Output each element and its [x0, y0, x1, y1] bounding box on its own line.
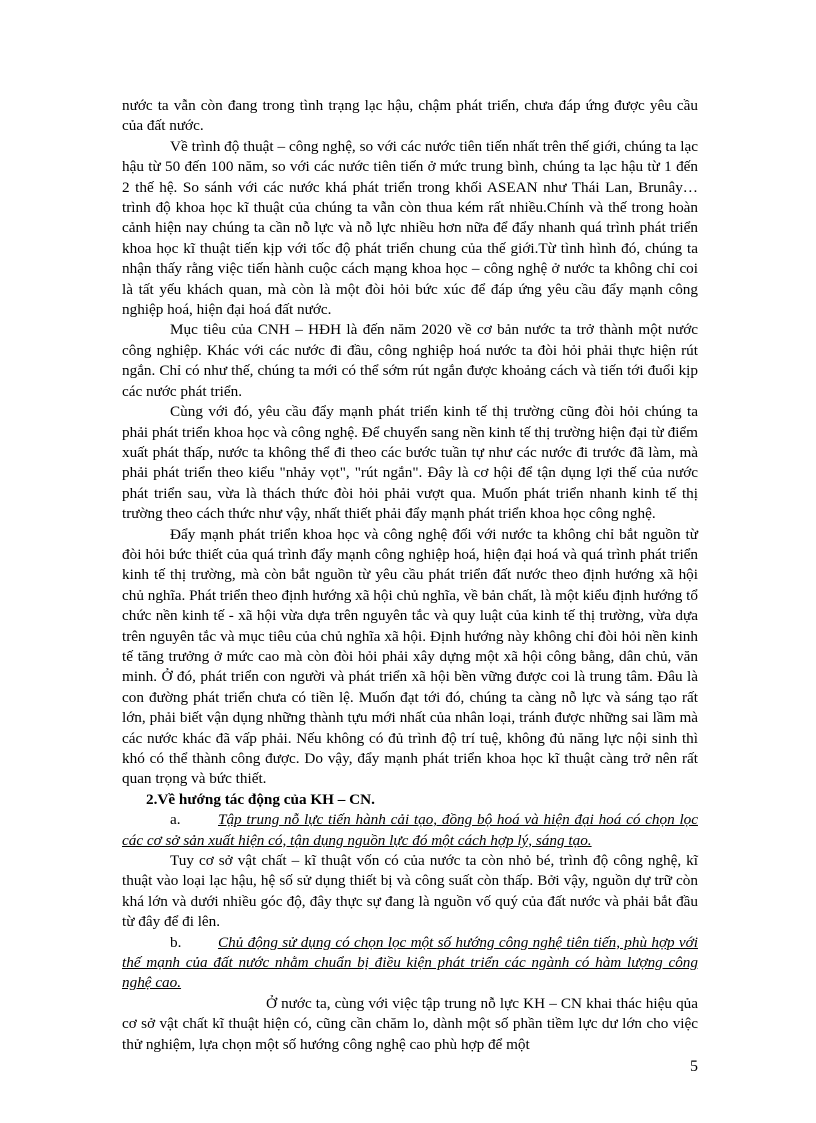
paragraph-4: Cùng với đó, yêu cầu đẩy mạnh phát triển kinh tế thị trường cũng đòi hỏi chúng ta phải phát triển khoa học và công nghệ. Để chuyển sang nền kinh tế thị trường hiện đại từ điểm xuất phát thấp, nước ta không thể đi theo các bước tuần tự như các nước đi trước đã làm, mà phải phát triển theo kiểu "nhảy vọt", "rút ngắn". Đây là cơ hội để tận dụng lợi thế của nước phát triển sau, vừa là thách thức đòi hỏi phải vượt qua. Muốn phát triển nhanh kinh tế thị trường theo cách thức như vậy, nhất thiết phải đẩy mạnh phát triển khoa học công nghệ. [122, 403, 698, 523]
list-item-b-text: Chủ động sử dụng có chọn lọc một số hướng công nghệ tiên tiến, phù hợp với thế mạnh của đất nước nhằm chuẩn bị điều kiện phát triển các ngành có hàm lượng công nghệ cao. [122, 933, 698, 992]
list-item-b-label: b. [170, 933, 182, 951]
list-item-b [122, 933, 698, 994]
section-heading: 2.Về hướng tác động của KH – CN. [146, 790, 375, 808]
document-body [122, 96, 698, 1055]
paragraph-1: nước ta vẫn còn đang trong tình trạng lạc hậu, chậm phát triển, chưa đáp ứng được yêu cầu của đất nước. [122, 97, 698, 135]
list-item-a-label: a. [170, 811, 181, 829]
list-item-a-text: Tập trung nỗ lực tiến hành cải tạo, đồng bộ hoá và hiện đại hoá có chọn lọc các cơ sở sản xuất hiện có, tận dụng nguồn lực đó một cách hợp lý, sáng tạo. [122, 811, 698, 849]
paragraph-2: Về trình độ thuật – công nghệ, so với các nước tiên tiến nhất trên thế giới, chúng ta lạc hậu từ 50 đến 100 năm, so với các nước tiên tiến ở mức trung bình, chúng ta lạc hậu từ 1 đến 2 thế hệ. So sánh với các nước khá phát triển trong khối ASEAN như Thái Lan, Brunây… trình độ khoa học kĩ thuật của chúng ta vẫn còn thua kém rất nhiều.Chính và thế trong hoàn cảnh hiện nay chúng ta cần nỗ lực và nỗ lực nhiều hơn nữa để đẩy nhanh quá trình phát triển khoa học kĩ thuật tiến kịp với tốc độ phát triển chung của thế giới.Từ tình hình đó, chúng ta nhận thấy rằng việc tiến hành cuộc cách mạng khoa học – công nghệ ở nước ta không chỉ coi là tất yếu khách quan, mà còn là một đòi hỏi bức xúc để đáp ứng yêu cầu đẩy mạnh công nghiệp hoá, hiện đại hoá đất nước. [122, 137, 698, 319]
paragraph-6: Tuy cơ sở vật chất – kĩ thuật vốn có của nước ta còn nhỏ bé, trình độ công nghệ, kĩ thuật vào loại lạc hậu, hệ số sử dụng thiết bị và công suất còn thấp. Bởi vậy, nguồn dự trữ còn khá lớn và dưới nhiều góc độ, đây thực sự đang là nguồn vố quý của đất nước và phải bắt đầu từ đây để đi lên. [122, 852, 698, 931]
paragraph-5: Đẩy mạnh phát triển khoa học và công nghệ đối với nước ta không chỉ bắt nguồn từ đòi hỏi bức thiết của quá trình đẩy mạnh công nghiệp hoá, hiện đại hoá và quá trình phát triển kinh tế thị trường, mà còn bắt nguồn từ yêu cầu phát triển đất nước theo định hướng xã hội chủ nghĩa. Phát triển theo định hướng xã hội chủ nghĩa, về bản chất, là một kiểu định hướng tổ chức nền kinh tế - xã hội vừa dựa trên nguyên tắc và quy luật của kinh tế thị trường, vừa dựa trên nguyên tắc và mục tiêu của chủ nghĩa xã hội. Định hướng này không chỉ đòi hỏi nền kinh tế tăng trưởng ở mức cao mà còn đòi hỏi phải xây dựng một xã hội công bằng, dân chủ, văn minh. Ở đó, phát triển con người và phát triển xã hội bền vững được coi là trung tâm. Đâu là con đường phát triển chưa có tiền lệ. Muốn đạt tới đó, chúng ta càng nỗ lực và sáng tạo rất lớn, phải biết vận dụng những thành tựu mới nhất của nhân loại, tránh được những sai lầm mà các nước khác đã vấp phải. Nếu không có đủ trình độ trí tuệ, không đủ năng lực nội sinh thì khó có thể thành công được. Do vậy, đẩy mạnh phát triển khoa học kĩ thuật càng trở nên rất quan trọng và bức thiết. [122, 525, 698, 788]
page-number: 5 [690, 1058, 698, 1075]
paragraph-3: Mục tiêu của CNH – HĐH là đến năm 2020 về cơ bản nước ta trở thành một nước công nghiệp. Khác với các nước đi đầu, công nghiệp hoá nước ta đòi hỏi phải thực hiện rút ngắn. Chỉ có như thế, chúng ta mới có thể sớm rút ngắn được khoảng cách và tiến tới đuổi kịp các nước phát triển. [122, 321, 698, 400]
list-item-a [122, 810, 698, 851]
paragraph-7: Ở nước ta, cùng với việc tập trung nỗ lực KH – CN khai thác hiệu qủa cơ sở vật chất kĩ thuật hiện có, cũng cần chăm lo, dành một số phần tiềm lực dư lớn cho việc thử nghiệm, lựa chọn một số hướng công nghệ cao phù hợp để một [122, 994, 698, 1053]
